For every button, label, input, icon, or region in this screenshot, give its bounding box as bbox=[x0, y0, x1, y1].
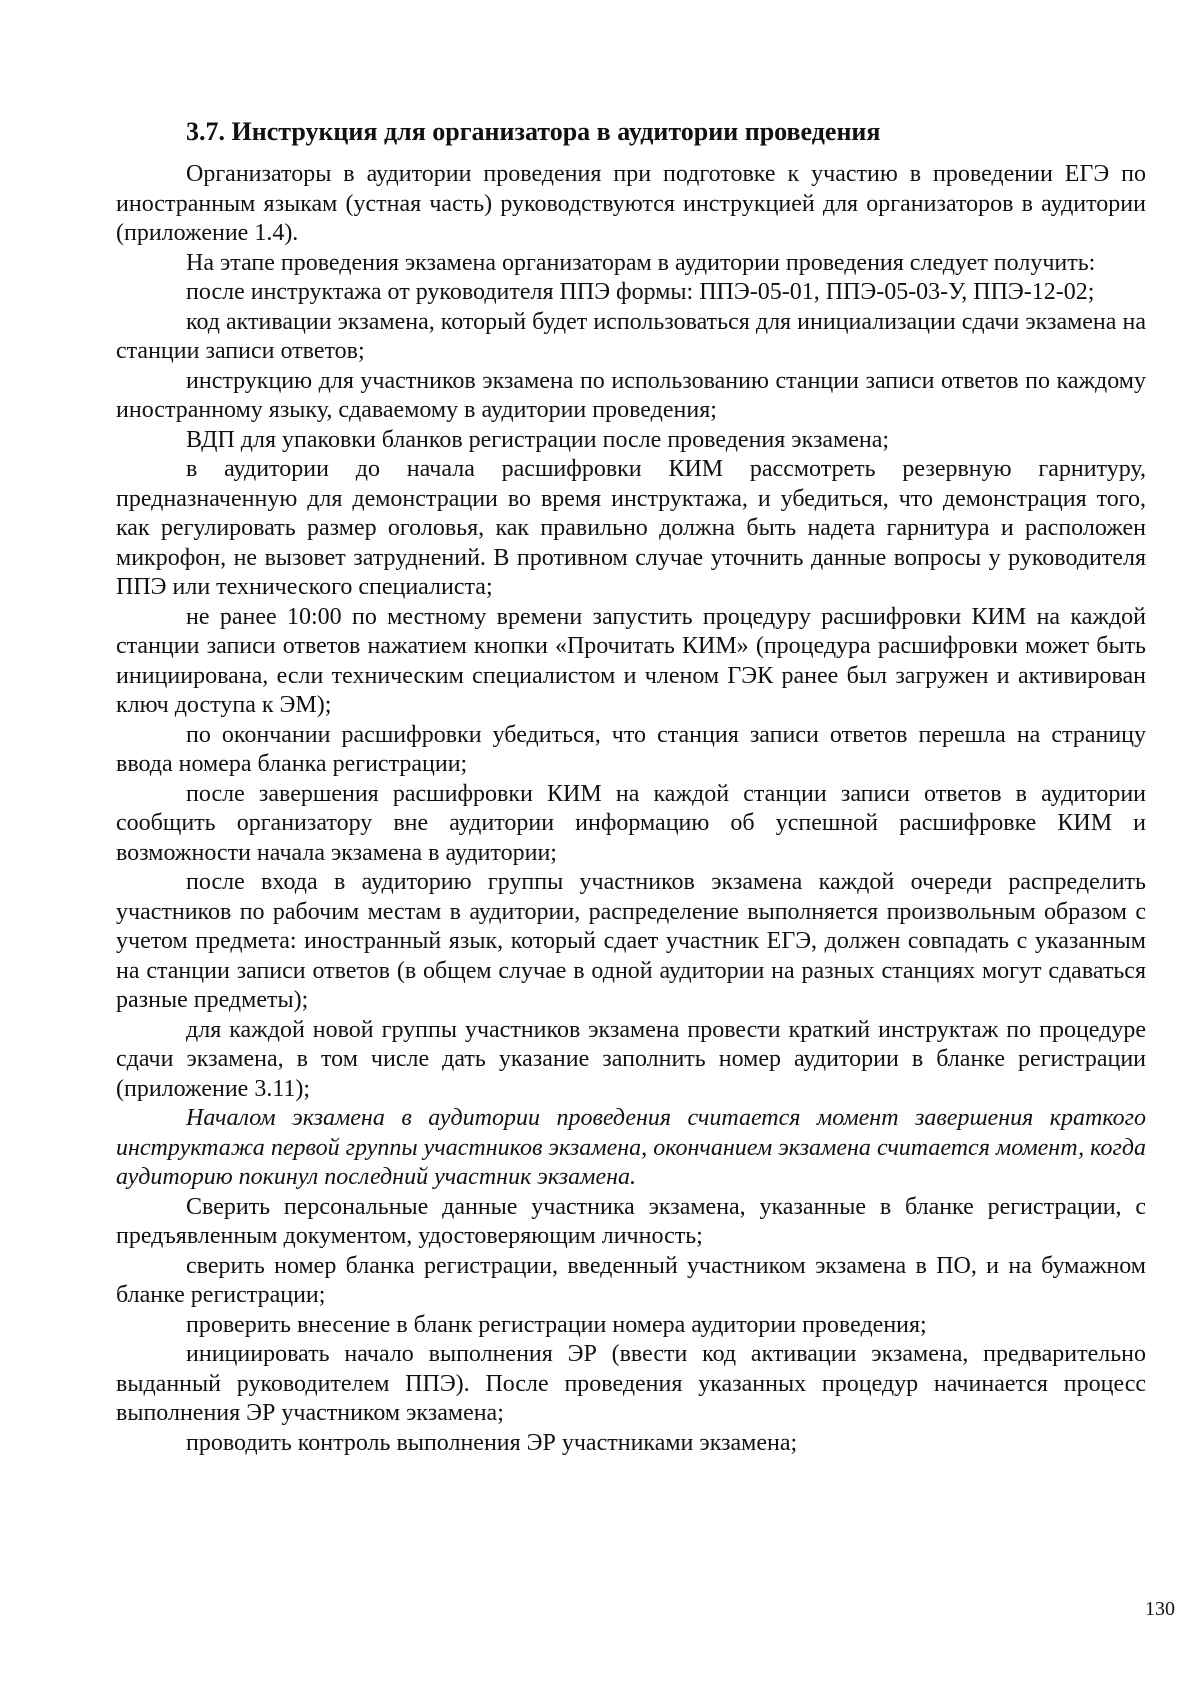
paragraph: не ранее 10:00 по местному времени запустить процедуру расшифровки КИМ на каждой станции записи ответов нажатием кнопки «Прочитать КИМ» (процедура расшифровки может быть инициирована, если техническим специалистом и членом ГЭК ранее был загружен и активирован ключ доступа к ЭМ); bbox=[116, 603, 1146, 718]
paragraph: после завершения расшифровки КИМ на каждой станции записи ответов в аудитории сообщить организатору вне аудитории информацию об успешной расшифровке КИМ и возможности начала экзамена в аудитории; bbox=[116, 780, 1146, 866]
paragraph: ВДП для упаковки бланков регистрации после проведения экзамена; bbox=[186, 426, 890, 453]
paragraph: инструкцию для участников экзамена по использованию станции записи ответов по каждому иностранному языку, сдаваемому в аудитории проведения; bbox=[116, 367, 1146, 423]
paragraph: в аудитории до начала расшифровки КИМ рассмотреть резервную гарнитуру, предназначенную для демонстрации во время инструктажа, и убедиться, что демонстрация того, как регулировать размер оголовья, как правильно должна быть надета гарнитура и расположен микрофон, не вызовет затруднений. В противном случае уточнить данные вопросы у руководителя ППЭ или технического специалиста; bbox=[116, 456, 1146, 600]
paragraph: для каждой новой группы участников экзамена провести краткий инструктаж по процедуре сдачи экзамена, в том числе дать указание заполнить номер аудитории в бланке регистрации (приложение 3.11); bbox=[116, 1016, 1146, 1102]
paragraph: после входа в аудиторию группы участников экзамена каждой очереди распределить участников по рабочим местам в аудитории, распределение выполняется произвольным образом с учетом предмета: иностранный язык, который сдает участник ЕГЭ, должен совпадать с указанным на станции записи ответов (в общем случае в одной аудитории на разных станциях могут сдаваться разные предметы); bbox=[116, 869, 1146, 1013]
paragraph: На этапе проведения экзамена организаторам в аудитории проведения следует получить: bbox=[186, 249, 1096, 276]
paragraph: Организаторы в аудитории проведения при подготовке к участию в проведении ЕГЭ по иностранным языкам (устная часть) руководствуются инструкцией для организаторов в аудитории (приложение 1.4). bbox=[116, 161, 1146, 246]
paragraph: по окончании расшифровки убедиться, что станция записи ответов перешла на страницу ввода номера бланка регистрации; bbox=[116, 721, 1146, 777]
paragraph: проверить внесение в бланк регистрации номера аудитории проведения; bbox=[186, 1311, 927, 1338]
section-heading: 3.7. Инструкция для организатора в аудитории проведения bbox=[186, 117, 881, 146]
paragraph: код активации экзамена, который будет использоваться для инициализации сдачи экзамена на станции записи ответов; bbox=[116, 308, 1146, 364]
body-text bbox=[116, 160, 1146, 1458]
paragraph: проводить контроль выполнения ЭР участниками экзамена; bbox=[186, 1429, 798, 1456]
paragraph: после инструктажа от руководителя ППЭ формы: ППЭ-05-01, ППЭ-05-03-У, ППЭ-12-02; bbox=[186, 279, 1095, 305]
page-number: 130 bbox=[1145, 1598, 1175, 1620]
paragraph: инициировать начало выполнения ЭР (ввести код активации экзамена, предварительно выданный руководителем ППЭ). После проведения указанных процедур начинается процесс выполнения ЭР участником экзамена; bbox=[116, 1341, 1146, 1426]
paragraph: сверить номер бланка регистрации, введенный участником экзамена в ПО, и на бумажном бланке регистрации; bbox=[116, 1252, 1146, 1308]
paragraph: Сверить персональные данные участника экзамена, указанные в бланке регистрации, с предъявленным документом, удостоверяющим личность; bbox=[116, 1193, 1146, 1249]
italic-note-paragraph: Началом экзамена в аудитории проведения считается момент завершения краткого инструктажа первой группы участников экзамена, окончанием экзамена считается момент, когда аудиторию покинул последний участник экзамена. bbox=[116, 1105, 1146, 1190]
